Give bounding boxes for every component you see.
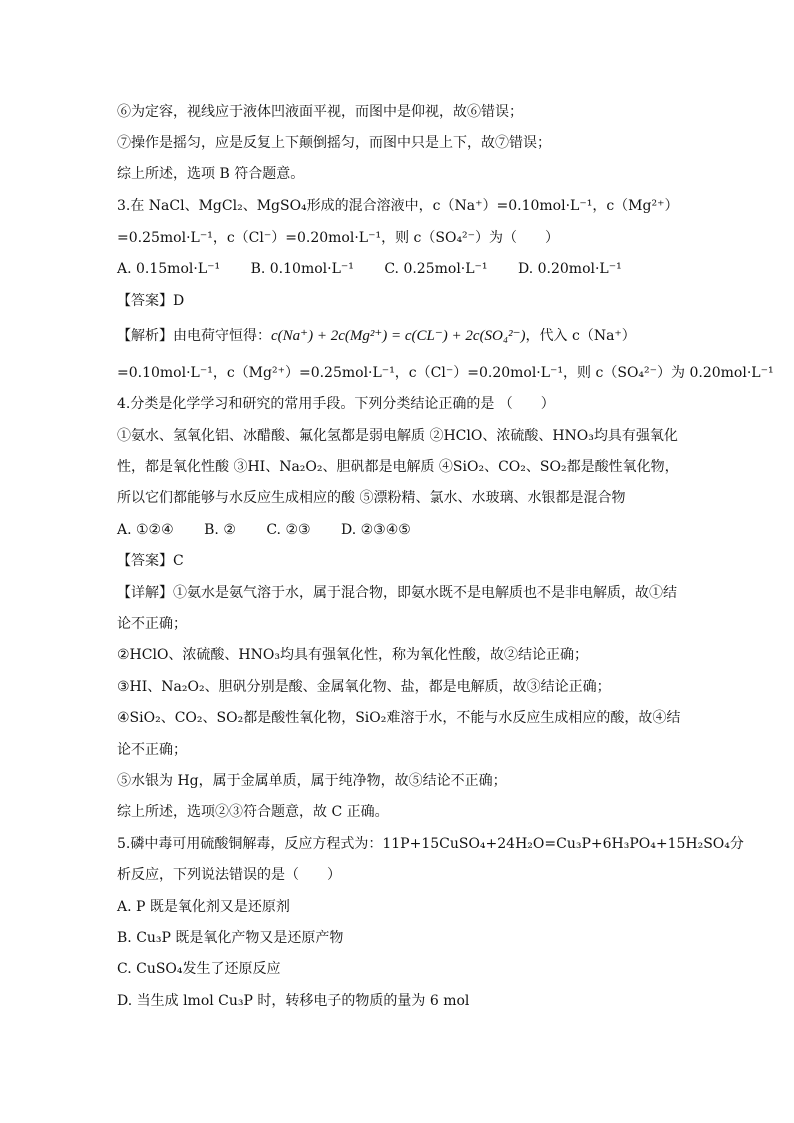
q5-option-b: B. Cu₃P 既是氧化产物又是还原产物	[117, 930, 344, 946]
q4-option-a: A. ①②④	[117, 522, 174, 538]
q3-option-d: D. 0.20mol·L⁻¹	[518, 261, 622, 277]
q4-statement-line-1: ①氨水、氢氧化铝、冰醋酸、氟化氢都是弱电解质 ②HClO、浓硫酸、HNO₃均具有强氧化	[117, 428, 678, 444]
q5-option-c: C. CuSO₄发生了还原反应	[117, 961, 281, 977]
q5-stem-line-1: 5.磷中毒可用硫酸铜解毒，反应方程式为：11P+15CuSO₄+24H₂O=Cu₃P+6H₃PO₄+15H₂SO₄分	[117, 836, 744, 852]
q4-option-d: D. ②③④⑤	[341, 522, 411, 538]
q2-summary: 综上所述，选项 B 符合题意。	[117, 166, 305, 182]
q3-option-c: C. 0.25mol·L⁻¹	[384, 261, 488, 277]
q4-detail-line-5: ④SiO₂、CO₂、SO₂都是酸性氧化物，SiO₂难溶于水，不能与水反应生成相应的酸，故④结	[117, 710, 681, 726]
q3-option-b: B. 0.10mol·L⁻¹	[250, 261, 354, 277]
q4-detail-line-6: 论不正确；	[117, 742, 187, 758]
q4-detail-line-7: ⑤水银为 Hg，属于金属单质，属于纯净物，故⑤结论不正确；	[117, 773, 507, 789]
q3-analysis-prefix: 由电荷守恒得：	[173, 328, 271, 344]
q3-stem-line-2: =0.25mol·L⁻¹，c（Cl⁻）=0.20mol·L⁻¹，则 c（SO₄²⁻）为（ ）	[117, 230, 560, 246]
q4-statement-line-2: 性，都是氧化性酸 ③HI、Na₂O₂、胆矾都是电解质 ④SiO₂、CO₂、SO₂都是酸性氧化物，	[117, 459, 679, 475]
q2-explanation-line-6: ⑥为定容，视线应于液体凹液面平视，而图中是仰视，故⑥错误；	[117, 104, 523, 120]
q3-charge-balance-formula: c(Na⁺) + 2c(Mg²⁺) = c(CL⁻) + 2c(SO₄²⁻)	[271, 328, 526, 344]
q4-detail-line-8: 综上所述，选项②③符合题意，故 C 正确。	[117, 804, 389, 820]
q3-answer: 【答案】D	[117, 293, 185, 309]
q3-analysis-label: 【解析】	[117, 328, 173, 344]
q4-stem: 4.分类是化学学习和研究的常用手段。下列分类结论正确的是 （ ）	[117, 396, 555, 412]
q4-option-b: B. ②	[204, 522, 236, 538]
q4-answer: 【答案】C	[117, 553, 184, 569]
q4-statement-line-3: 所以它们都能够与水反应生成相应的酸 ⑤漂粉精、氯水、水玻璃、水银都是混合物	[117, 490, 626, 506]
q5-option-d: D. 当生成 lmol Cu₃P 时，转移电子的物质的量为 6 mol	[117, 993, 470, 1009]
q4-detail-line-4: ③HI、Na₂O₂、胆矾分别是酸、金属氧化物、盐，都是电解质，故③结论正确；	[117, 679, 611, 695]
q4-detail-line-3: ②HClO、浓硫酸、HNO₃均具有强氧化性，称为氧化性酸，故②结论正确；	[117, 647, 588, 663]
q2-explanation-line-7: ⑦操作是摇匀，应是反复上下颠倒摇匀，而图中只是上下，故⑦错误；	[117, 135, 551, 151]
q3-option-a: A. 0.15mol·L⁻¹	[117, 261, 221, 277]
q3-analysis-line-1	[117, 326, 682, 346]
q5-option-a: A. P 既是氧化剂又是还原剂	[117, 899, 290, 915]
q4-detail-line-1: 【详解】①氨水是氨气溶于水，属于混合物，即氨水既不是电解质也不是非电解质，故①结	[117, 585, 677, 601]
q4-detail-line-2: 论不正确；	[117, 616, 187, 632]
q3-analysis-suffix: ，代入 c（Na⁺）	[525, 328, 636, 344]
q5-stem-line-2: 析反应，下列说法错误的是（ ）	[117, 867, 341, 883]
q3-analysis-line-2: =0.10mol·L⁻¹，c（Mg²⁺）=0.25mol·L⁻¹，c（Cl⁻）=0.20mol·L⁻¹，则 c（SO₄²⁻）为 0.20mol·L⁻¹	[117, 365, 774, 381]
q3-stem-line-1: 3.在 NaCl、MgCl₂、MgSO₄形成的混合溶液中，c（Na⁺）=0.10mol·L⁻¹，c（Mg²⁺）	[117, 198, 679, 214]
q4-options	[117, 520, 682, 540]
q4-option-c: C. ②③	[266, 522, 311, 538]
q3-options	[117, 259, 682, 279]
